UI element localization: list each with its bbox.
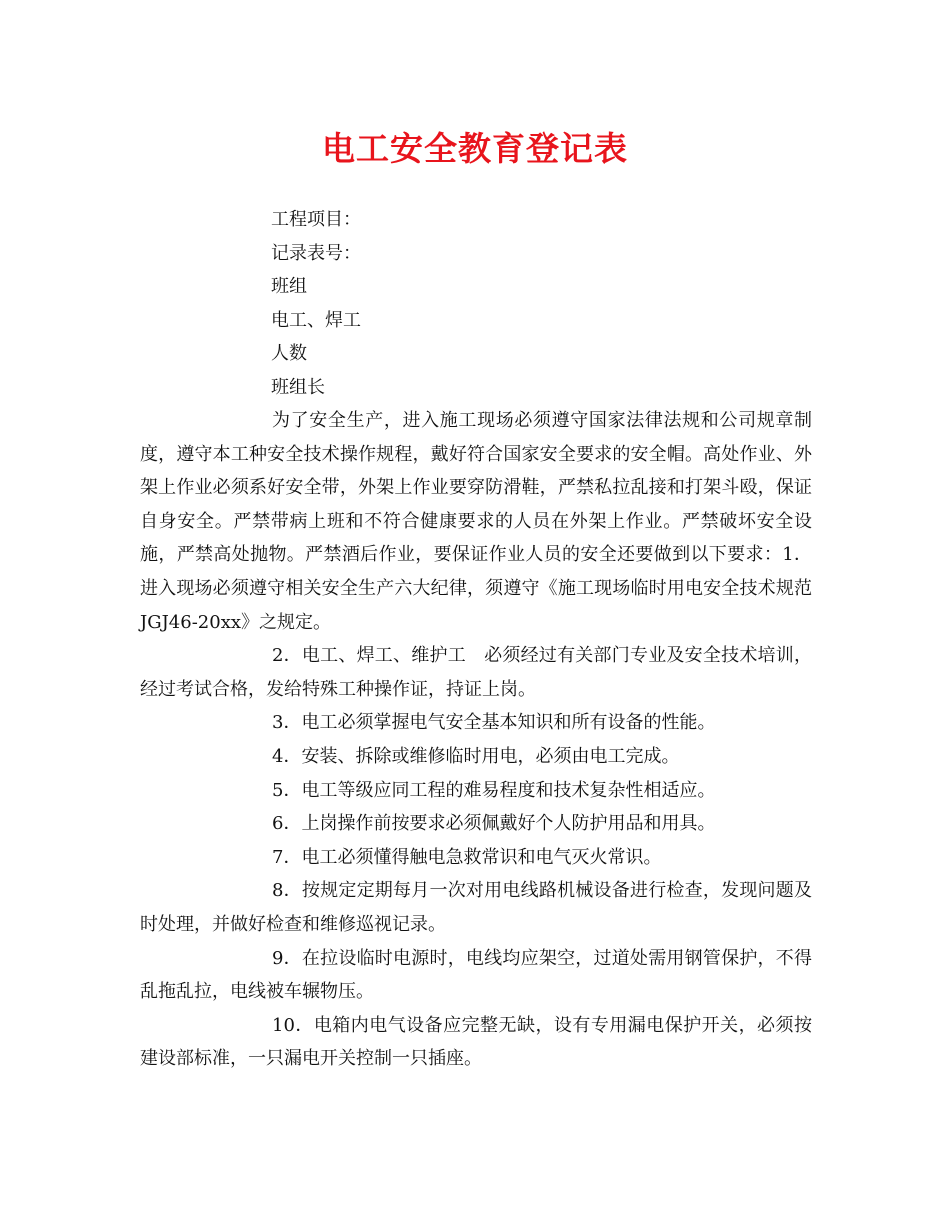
field-team-label: 班组: [271, 276, 307, 298]
document-body: [140, 404, 812, 1076]
header-fields: [271, 203, 361, 405]
rule-item-7: 7．电工必须懂得触电急救常识和电气灭火常识。: [272, 846, 662, 868]
rule-item-4: 4．安装、拆除或维修临时用电，必须由电工完成。: [272, 745, 680, 767]
rule-item-10: 10．电箱内电气设备应完整无缺，设有专用漏电保护开关，必须按建设部标准，一只漏电开关控制一只插座。: [140, 1014, 812, 1070]
intro-paragraph: 为了安全生产，进入施工现场必须遵守国家法律法规和公司规章制度，遵守本工种安全技术操作规程，戴好符合国家安全要求的安全帽。高处作业、外架上作业必须系好安全带，外架上作业要穿防滑鞋，严禁私拉乱接和打架斗殴，保证自身安全。严禁带病上班和不符合健康要求的人员在外架上作业。严禁破坏安全设施，严禁高处抛物。严禁酒后作业，要保证作业人员的安全还要做到以下要求：1．进入现场必须遵守相关安全生产六大纪律，须遵守《施工现场临时用电安全技术规范JGJ46-20xx》之规定。: [140, 410, 812, 633]
rule-item-3: 3．电工必须掌握电气安全基本知识和所有设备的性能。: [272, 712, 716, 734]
field-project: 工程项目：: [271, 209, 361, 230]
field-team-leader: 班组长: [271, 376, 325, 398]
field-team-value: 电工、焊工: [271, 309, 361, 331]
rule-item-6: 6．上岗操作前按要求必须佩戴好个人防护用品和用具。: [272, 813, 716, 835]
document-title: 电工安全教育登记表: [322, 129, 628, 168]
rule-item-9: 9．在拉设临时电源时，电线均应架空，过道处需用钢管保护，不得乱拖乱拉，电线被车辗物压。: [140, 947, 812, 1003]
rule-item-8: 8．按规定定期每月一次对用电线路机械设备进行检查，发现问题及时处理，并做好检查和维修巡视记录。: [140, 880, 812, 935]
field-headcount: 人数: [271, 343, 307, 365]
field-record-number: 记录表号：: [271, 242, 361, 264]
rule-item-5: 5．电工等级应同工程的难易程度和技术复杂性相适应。: [272, 779, 716, 801]
rule-item-2: 2．电工、焊工、维护工 必须经过有关部门专业及安全技术培训，经过考试合格，发给特殊工种操作证，持证上岗。: [140, 645, 812, 700]
